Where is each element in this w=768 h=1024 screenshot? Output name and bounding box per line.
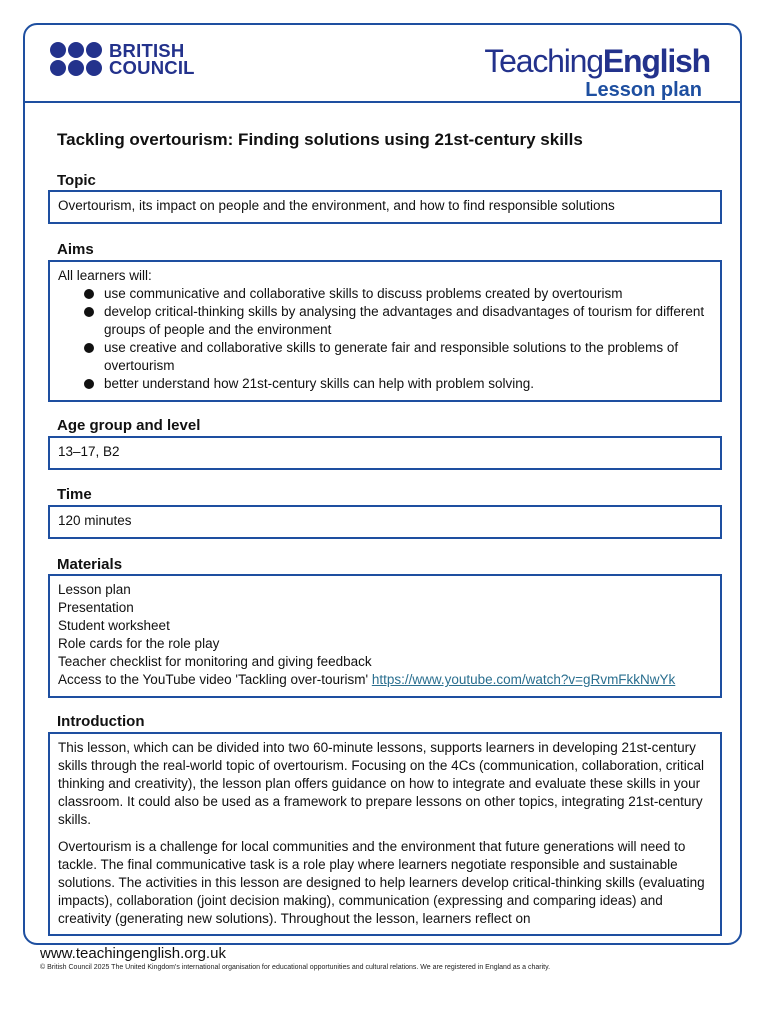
materials-box [48, 574, 722, 698]
materials-heading: Materials [57, 556, 123, 573]
footer-copyright: © British Council 2025 The United Kingdom's international organisation for educational opportunities and cultural relations. We are registered in England as a charity. [40, 964, 551, 971]
time-box [48, 505, 722, 539]
page-title: Tackling overtourism: Finding solutions using 21st-century skills [57, 130, 583, 149]
material-item: Teacher checklist for monitoring and giving feedback [58, 654, 372, 669]
topic-text: Overtourism, its impact on people and the environment, and how to find responsible solutions [58, 198, 615, 213]
aim-item: use communicative and collaborative skills to discuss problems created by overtourism [58, 285, 712, 303]
age-heading: Age group and level [57, 417, 201, 434]
brand-line-2: COUNCIL [109, 57, 195, 78]
age-box [48, 436, 722, 470]
age-text: 13–17, B2 [58, 444, 120, 459]
aims-box [48, 260, 722, 402]
doc-type-label: Lesson plan [585, 79, 702, 101]
footer-url: www.teachingenglish.org.uk [40, 945, 226, 962]
material-item: Role cards for the role play [58, 636, 220, 651]
material-item: Presentation [58, 600, 134, 615]
brand-line-1: BRITISH [109, 40, 185, 61]
material-video: Access to the YouTube video 'Tackling over-tourism' https://www.youtube.com/watch?v=gRvmFkkNwYk [58, 672, 676, 687]
introduction-heading: Introduction [57, 713, 145, 730]
aims-heading: Aims [57, 241, 94, 258]
introduction-paragraph: This lesson, which can be divided into two 60-minute lessons, supports learners in developing 21st-century skills through the real-world topic of overtourism. Focusing on the 4Cs (communication, collaboration, critical thinking and creativity), the lesson plan offers guidance on how to integrate and evaluate these skills in your classroom. It could also be used as a framework to prepare lessons on other topics, integrating 21st-century skills. [58, 740, 705, 827]
aims-intro: All learners will: [58, 268, 152, 283]
youtube-link[interactable]: https://www.youtube.com/watch?v=gRvmFkkNwYk [371, 672, 676, 687]
aim-item: develop critical-thinking skills by analysing the advantages and disadvantages of tourism for different groups of people and the environment [58, 303, 712, 339]
time-text: 120 minutes [58, 513, 132, 528]
aim-item: better understand how 21st-century skills can help with problem solving. [58, 375, 712, 393]
time-heading: Time [57, 486, 92, 503]
teaching-english-logo: TeachingEnglish [484, 43, 710, 79]
british-council-logo [50, 42, 195, 76]
aim-item: use creative and collaborative skills to generate fair and responsible solutions to the problems of overtourism [58, 339, 712, 375]
introduction-box [48, 732, 722, 936]
introduction-paragraph: Overtourism is a challenge for local communities and the environment that future generations will need to tackle. The final communicative task is a role play where learners negotiate responsible and sustainable solutions. The activities in this lesson are designed to help learners develop critical-thinking skills (evaluating impacts), collaboration (joint decision making), communication (expressing and comparing ideas) and creativity (generating new solutions). Throughout the lesson, learners reflect on [58, 839, 705, 926]
material-item: Lesson plan [58, 582, 131, 597]
british-council-dots-icon [50, 42, 102, 76]
topic-box [48, 190, 722, 224]
topic-heading: Topic [57, 172, 96, 189]
material-item: Student worksheet [58, 618, 170, 633]
